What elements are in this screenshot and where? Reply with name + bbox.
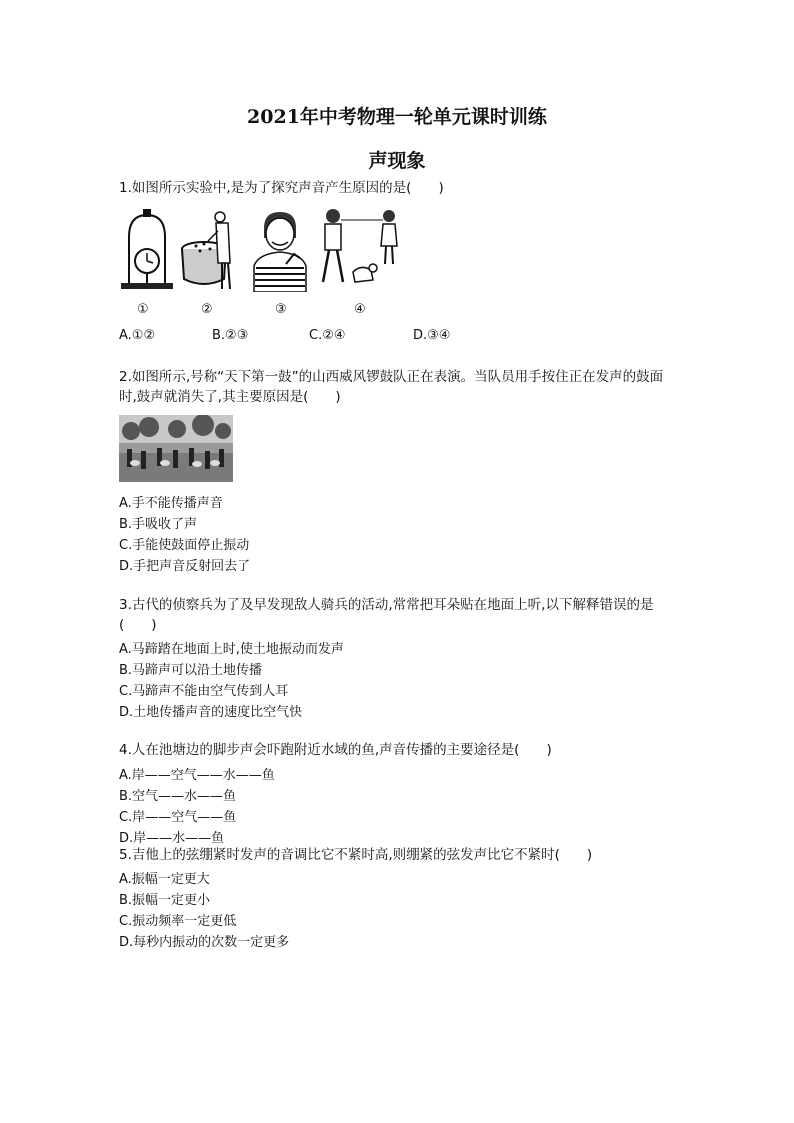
document-title: 2021年中考物理一轮单元课时训练: [247, 106, 547, 128]
q2-option-d: D.手把声音反射回去了: [119, 559, 251, 574]
q4-option-d: D.岸——水——鱼: [119, 831, 225, 846]
string-phone-figure: [317, 206, 407, 292]
q1-option-b: B.②③: [212, 328, 249, 343]
question-4-stem: 4.人在池塘边的脚步声会吓跑附近水域的鱼,声音传播的主要途径是( ): [119, 742, 552, 758]
question-5-stem: 5.吉他上的弦绷紧时发声的音调比它不紧时高,则绷紧的弦发声比它不紧时( ): [119, 847, 593, 863]
q5-option-d: D.每秒内振动的次数一定更多: [119, 935, 290, 950]
q4-option-b: B.空气——水——鱼: [119, 789, 237, 804]
bell-jar-figure: [117, 207, 177, 292]
question-2-stem-line2: 时,鼓声就消失了,其主要原因是( ): [119, 389, 341, 405]
question-3-stem-line1: 3.古代的侦察兵为了及早发现敌人骑兵的活动,常常把耳朵贴在地面上听,以下解释错误的是: [119, 597, 654, 613]
question-3-stem-line2: ( ): [119, 617, 157, 633]
q3-option-b: B.马蹄声可以沿土地传播: [119, 663, 263, 678]
q3-option-d: D.土地传播声音的速度比空气快: [119, 705, 303, 720]
q2-option-a: A.手不能传播声音: [119, 496, 223, 511]
q3-option-a: A.马蹄踏在地面上时,使土地振动而发声: [119, 642, 344, 657]
document-subtitle: 声现象: [368, 150, 426, 172]
question-1-stem: 1.如图所示实验中,是为了探究声音产生原因的是( ): [119, 180, 444, 196]
q3-option-c: C.马蹄声不能由空气传到人耳: [119, 684, 289, 699]
figure-label-2: ②: [201, 302, 213, 317]
figure-label-3: ③: [275, 302, 287, 317]
figure-label-1: ①: [137, 302, 149, 317]
question-2-stem-line1: 2.如图所示,号称“天下第一鼓”的山西威风锣鼓队正在表演。当队员用手按住正在发声的鼓面: [119, 369, 664, 385]
q5-option-a: A.振幅一定更大: [119, 872, 210, 887]
q1-option-d: D.③④: [413, 328, 451, 343]
q4-option-c: C.岸——空气——鱼: [119, 810, 237, 825]
figure-label-4: ④: [354, 302, 366, 317]
throat-figure: [250, 208, 310, 292]
q1-option-c: C.②④: [309, 328, 346, 343]
q5-option-c: C.振动频率一定更低: [119, 914, 237, 929]
q1-option-a: A.①②: [119, 328, 156, 343]
q2-option-c: C.手能使鼓面停止振动: [119, 538, 250, 553]
drum-figure: [178, 209, 240, 293]
drum-team-photo: [119, 415, 233, 482]
q2-option-b: B.手吸收了声: [119, 517, 198, 532]
q5-option-b: B.振幅一定更小: [119, 893, 211, 908]
q4-option-a: A.岸——空气——水——鱼: [119, 768, 275, 783]
